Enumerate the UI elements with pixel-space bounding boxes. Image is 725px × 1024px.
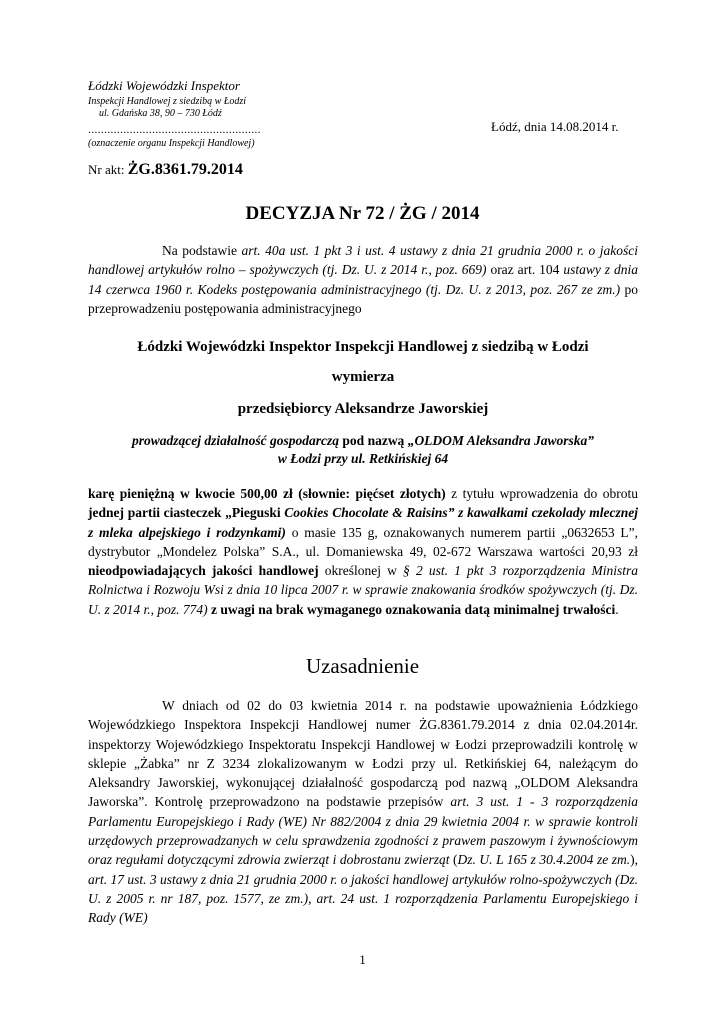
act-number-value: ŻG.8361.79.2014 bbox=[127, 161, 243, 178]
business-info: prowadzącej działalność gospodarczą pod nazwą „OLDOM Aleksandra Jaworska” w Łodzi przy ul. Retkińskiej 64 bbox=[132, 433, 594, 466]
justification-title: Uzasadnienie bbox=[305, 654, 420, 678]
authority-note: (oznaczenie organu Inspekcji Handlowej) bbox=[88, 138, 255, 149]
signature-dots: ...................................................... bbox=[88, 122, 261, 136]
imposes-label: wymierza bbox=[331, 369, 395, 385]
authority-bold: Łódzki Wojewódzki Inspektor Inspekcji Handlowej z siedzibą w Łodzi bbox=[137, 339, 589, 355]
page-number: 1 bbox=[359, 952, 366, 967]
authority-name-line2: Inspekcji Handlowej z siedzibą w Łodzi bbox=[88, 96, 247, 107]
decision-title: DECYZJA Nr 72 / ŻG / 2014 bbox=[245, 203, 480, 224]
place-date: Łódź, dnia 14.08.2014 r. bbox=[491, 119, 619, 134]
authority-name: Łódzki Wojewódzki Inspektor bbox=[88, 78, 240, 93]
act-number bbox=[88, 161, 243, 179]
justification-paragraph: W dniach od 02 do 03 kwietnia 2014 r. na podstawie upoważnienia Łódzkiego Wojewódzkiego Inspektora Inspekcji Handlowej numer ŻG.8361.79.2014 z dnia 02.04.2014r. inspektorzy Wojewódzkiego Inspektoratu Inspekcji Handlowej w Łodzi przeprowadzili kontrolę w sklepie „Żabka” nr Z 3234 zlokalizowanym w Łodzi przy ul. Retkińskiej 64, należącym do Aleksandry Jaworskiej, wykonującej działalność gospodarczą pod nazwą „OLDOM Aleksandra Jaworska”. Kontrolę przeprowadzono na podstawie przepisów art. 3 ust. 1 - 3 rozporządzenia Parlamentu Europejskiego i Rady (WE) Nr 882/2004 z dnia 29 kwietnia 2004 r. w sprawie kontroli urzędowych przeprowadzanych w celu sprawdzenia zgodności z prawem paszowym i żywnościowym oraz regułami dotyczącymi zdrowia zwierząt i dobrostanu zwierząt (Dz. U. L 165 z 30.4.2004 ze zm.), art. 17 ust. 3 ustawy z dnia 21 grudnia 2000 r. o jakości handlowej artykułów rolno-spożywczych (Dz. U. z 2005 r. nr 187, poz. 1577, ze zm.), art. 24 ust. 1 rozporządzenia Parlamentu Europejskiego i Rady (WE) bbox=[88, 698, 638, 926]
penalty-paragraph: karę pieniężną w kwocie 500,00 zł (słownie: pięćset złotych) z tytułu wprowadzenia do obrotu jednej partii ciasteczek „Pieguski Cookies Chocolate & Raisins” z kawałkami czekolady mlecznej z mleka alpejskiego i rodzynkami) o masie 135 g, oznakowanych numerem partii „0632653 L”, dystrybutor „Mondelez Polska” S.A., ul. Domaniewska 49, 02-672 Warszawa wartości 20,93 zł nieodpowiadających jakości handlowej określonej w § 2 ust. 1 pkt 3 rozporządzenia Ministra Rolnictwa i Rozwoju Wsi z dnia 10 lipca 2007 r. w sprawie znakowania środków spożywczych (tj. Dz. U. z 2014 r., poz. 774) z uwagi na brak wymaganego oznakowania datą minimalnej trwałości. bbox=[88, 486, 639, 617]
intro-paragraph: Na podstawie art. 40a ust. 1 pkt 3 i ust. 4 ustawy z dnia 21 grudnia 2000 r. o jakości handlowej artykułów rolno – spożywczych (tj. Dz. U. z 2014 r., poz. 669) oraz art. 104 ustawy z dnia 14 czerwca 1960 r. Kodeks postępowania administracyjnego (tj. Dz. U. z 2013, poz. 267 ze zm.) po przeprowadzeniu postępowania administracyjnego bbox=[88, 243, 639, 316]
authority-address: ul. Gdańska 38, 90 – 730 Łódź bbox=[99, 108, 222, 119]
act-label: Nr akt: bbox=[88, 162, 128, 177]
entrepreneur-name: przedsiębiorcy Aleksandrze Jaworskiej bbox=[237, 401, 489, 417]
